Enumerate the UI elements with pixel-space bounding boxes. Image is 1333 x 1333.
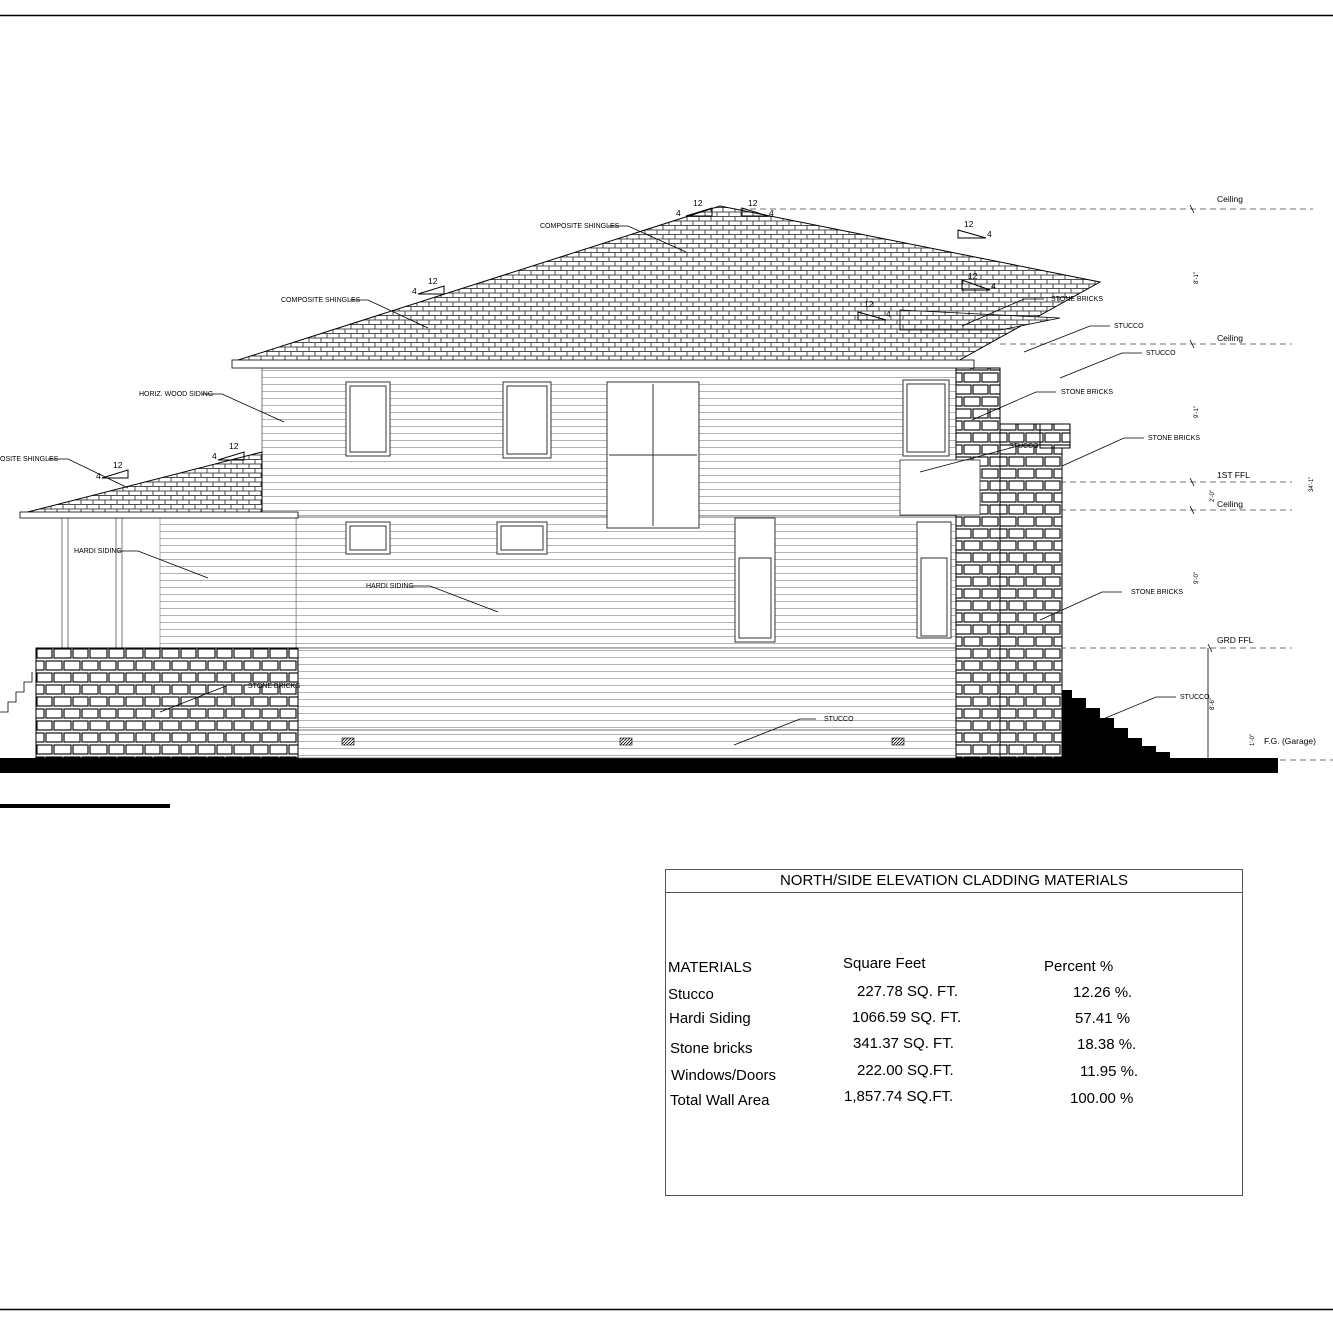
porch-post [62, 516, 68, 648]
dimension-label: 9'-0" [1194, 572, 1200, 584]
row-percent: 11.95 %. [1080, 1063, 1139, 1080]
roof-fascia-lower [20, 512, 298, 518]
lower-wall [296, 516, 956, 648]
slope-run: 12 [964, 219, 974, 229]
callout-hardi-siding: HARDI SIDING [74, 548, 122, 555]
slope-run: 12 [864, 299, 874, 309]
header-percent: Percent % [1044, 958, 1114, 975]
level-ceiling: Ceiling [1217, 333, 1243, 343]
slope-rise: 4 [769, 208, 774, 218]
row-material: Stucco [668, 986, 714, 1003]
callout-composite-shingles: COMPOSITE SHINGLES [281, 297, 361, 304]
vent [892, 738, 904, 745]
row-material: Stone bricks [670, 1040, 753, 1057]
slope-run: 12 [693, 198, 703, 208]
level-ceiling: Ceiling [1217, 194, 1243, 204]
callout-composite-shingles: OSITE SHINGLES [0, 456, 59, 463]
row-square-feet: 341.37 SQ. FT. [853, 1035, 954, 1052]
level-fg-garage: F.G. (Garage) [1264, 736, 1316, 746]
slope-rise: 4 [987, 229, 992, 239]
row-square-feet: 227.78 SQ. FT. [857, 983, 958, 1000]
slope-run: 12 [968, 271, 978, 281]
porch-post [116, 516, 122, 648]
callout-stucco: STUCCO [1146, 350, 1176, 357]
callout-stone-bricks: STONE BRICKS [1061, 389, 1113, 396]
callout-horiz-wood-siding: HORIZ. WOOD SIDING [139, 391, 214, 398]
slope-rise: 4 [676, 208, 681, 218]
stair-left [0, 672, 32, 712]
row-percent: 100.00 % [1070, 1090, 1134, 1107]
callout-stucco: STUCCO [1009, 443, 1039, 450]
row-material: Hardi Siding [669, 1010, 751, 1027]
stairs [1062, 690, 1170, 758]
callout-stone-bricks: STONE BRICKS [248, 683, 300, 690]
callout-hardi-siding: HARDI SIDING [366, 583, 414, 590]
callout-composite-shingles: COMPOSITE SHINGLES [540, 223, 620, 230]
schedule-title: NORTH/SIDE ELEVATION CLADDING MATERIALS [666, 871, 1242, 893]
slope-run: 12 [748, 198, 758, 208]
slope-rise: 4 [96, 471, 101, 481]
ground-slab [0, 758, 1278, 773]
vent [342, 738, 354, 745]
slope-run: 12 [229, 441, 239, 451]
level-ticks [1190, 205, 1212, 758]
slope-run: 12 [428, 276, 438, 286]
row-percent: 57.41 % [1075, 1010, 1131, 1027]
row-material: Windows/Doors [671, 1067, 777, 1084]
row-square-feet: 1066.59 SQ. FT. [852, 1009, 962, 1026]
callout-stone-bricks: STONE BRICKS [1131, 589, 1183, 596]
level-labels [1217, 194, 1316, 746]
cladding-schedule-table [665, 869, 1243, 1196]
row-square-feet: 222.00 SQ.FT. [857, 1062, 954, 1079]
dimension-label: 2'-0" [1210, 490, 1216, 502]
stone-cap [1040, 424, 1070, 448]
stone-chimney [1000, 424, 1062, 758]
stone-column [956, 368, 1000, 758]
slope-rise: 4 [212, 451, 217, 461]
scale-bar [0, 804, 170, 808]
header-square-feet: Square Feet [843, 955, 926, 972]
dimension-label: 8'-1" [1194, 272, 1200, 284]
callout-stone-bricks: STONE BRICKS [1148, 435, 1200, 442]
dimension-label: 8'-6" [1210, 698, 1216, 710]
callout-stucco: STUCCO [1180, 694, 1210, 701]
dimension-labels [1194, 272, 1315, 746]
dimension-label: 34'-1" [1309, 476, 1315, 492]
stucco-band [900, 460, 980, 515]
level-ceiling: Ceiling [1217, 499, 1243, 509]
slope-rise: 4 [991, 281, 996, 291]
slope-rise: 4 [886, 309, 891, 319]
callout-stone-bricks: STONE BRICKS [1051, 296, 1103, 303]
callout-stucco: STUCCO [824, 716, 854, 723]
dimension-label: 9'-1" [1194, 406, 1200, 418]
roof-fascia-upper [232, 360, 974, 368]
row-percent: 12.26 %. [1073, 984, 1133, 1001]
level-1st-ffl: 1ST FFL [1217, 470, 1250, 480]
garage-wall [160, 516, 296, 648]
stone-wall-left [36, 648, 298, 758]
row-material: Total Wall Area [670, 1092, 770, 1109]
row-square-feet: 1,857.74 SQ.FT. [844, 1088, 954, 1105]
dimension-label: 1'-0" [1250, 734, 1256, 746]
slope-run: 12 [113, 460, 123, 470]
vent [620, 738, 632, 745]
row-percent: 18.38 %. [1077, 1036, 1137, 1053]
roof-upper [232, 206, 1100, 362]
slope-rise: 4 [412, 286, 417, 296]
header-materials: MATERIALS [668, 959, 752, 976]
callout-stucco: STUCCO [1114, 323, 1144, 330]
level-grd-ffl: GRD FFL [1217, 635, 1254, 645]
